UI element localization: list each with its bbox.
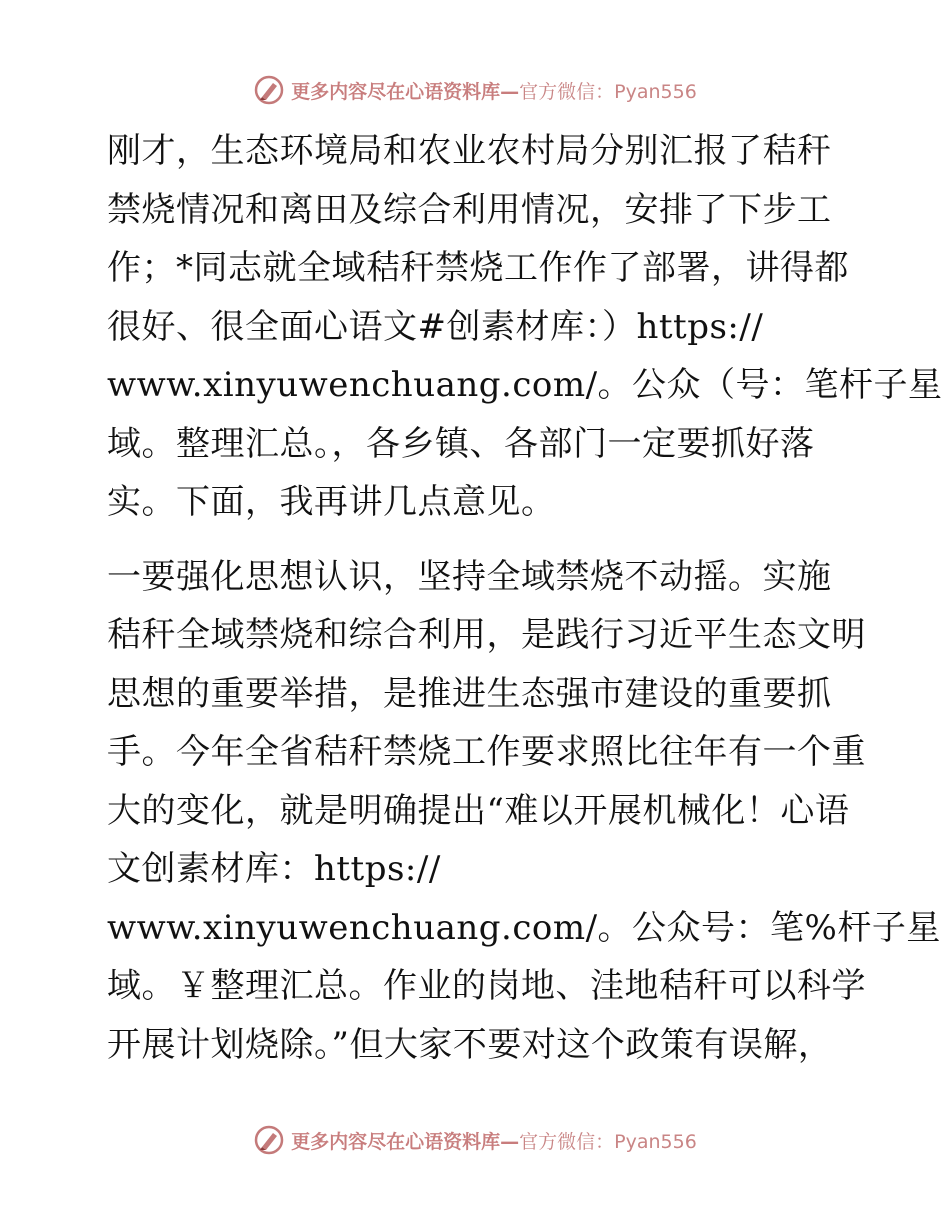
banner-separator: —: [500, 1130, 520, 1153]
text-line: 一要强化思想认识，坚持全域禁烧不动摇。实施: [107, 556, 832, 597]
text-line: 开展计划烧除。”但大家不要对这个政策有误解，: [107, 1024, 833, 1065]
header-banner: [0, 72, 950, 108]
paragraph-2: [97, 548, 941, 1075]
document-body: [97, 122, 943, 1074]
text-line: 大的变化，就是明确提出“难以开展机械化！心语: [107, 790, 850, 831]
text-line: 刚才，生态环境局和农业农村局分别汇报了秸秆: [107, 131, 832, 171]
text-line: 秸秆全域禁烧和综合利用，是践行习近平生态文明: [107, 615, 866, 655]
banner-separator: —: [500, 80, 520, 103]
text-line: 很好、很全面心语文#创素材库：）https://: [107, 306, 764, 347]
banner-title: 更多内容尽在心语资料库: [291, 80, 501, 103]
banner-text: [291, 1127, 697, 1154]
text-line: www.xinyuwenchuang.com/。公众（号：笔杆子星: [107, 365, 943, 405]
banner-wechat: 官方微信：Pyan556: [519, 80, 697, 103]
banner-text: [291, 77, 697, 104]
text-line: 文创素材库：https://: [107, 849, 441, 889]
text-line: 禁烧情况和离田及综合利用情况，安排了下步工: [107, 189, 832, 230]
text-line: 作；*同志就全域秸秆禁烧工作作了部署，讲得都: [107, 248, 849, 288]
footer-banner: [0, 1122, 950, 1158]
banner-title: 更多内容尽在心语资料库: [291, 1130, 501, 1153]
pen-circle-icon: [253, 74, 285, 106]
text-line: www.xinyuwenchuang.com/。公众号：笔%杆子星: [107, 907, 941, 948]
text-line: 域。整理汇总。，各乡镇、各部门一定要抓好落: [107, 423, 815, 464]
banner-wechat: 官方微信：Pyan556: [519, 1130, 697, 1153]
text-line: 思想的重要举措，是推进生态强市建设的重要抓: [107, 673, 832, 714]
text-line: 手。今年全省秸秆禁烧工作要求照比往年有一个重: [107, 732, 866, 772]
pen-circle-icon: [253, 1124, 285, 1156]
text-line: 域。￥整理汇总。作业的岗地、洼地秸秆可以科学: [107, 966, 866, 1006]
text-line: 实。下面，我再讲几点意见。: [107, 482, 556, 522]
paragraph-1: [97, 122, 943, 532]
